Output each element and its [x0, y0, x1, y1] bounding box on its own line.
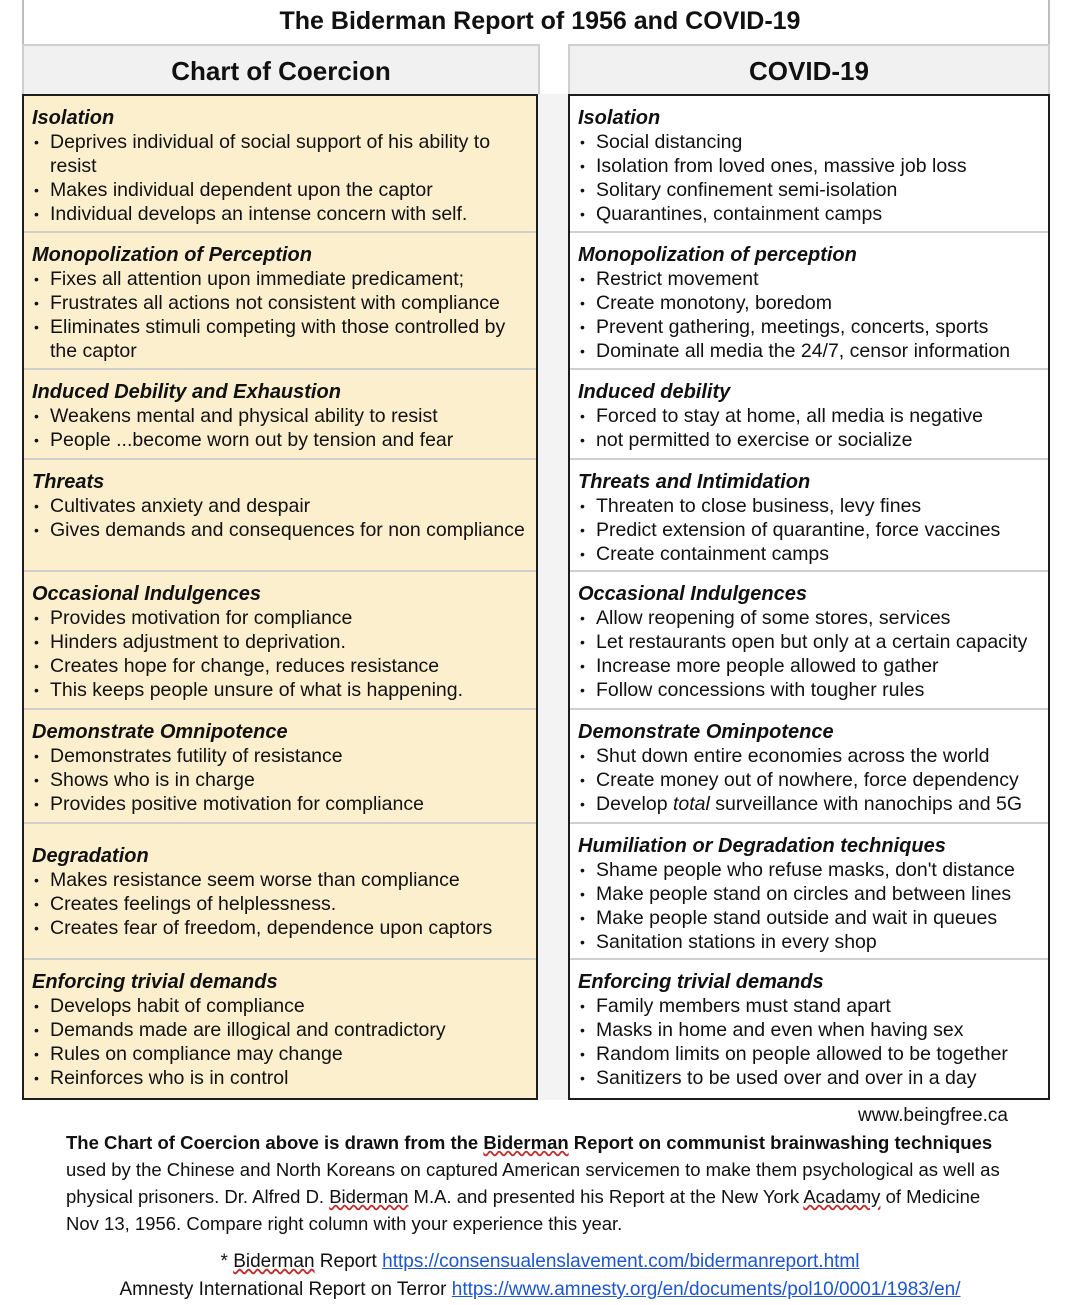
left-list-item: • Creates hope for change, reduces resistance: [32, 654, 530, 678]
footer-text-5: of Medicine Nov 13, 1956. Compare right column with your experience this year.: [66, 1186, 981, 1234]
footer-text-3: used by the Chinese and North Koreans on captured American servicemen to make them psychological as well as physical prisoners. Dr. Alfred D.: [66, 1159, 1000, 1207]
ref1-prefix: *: [220, 1251, 234, 1272]
right-list-item: • Predict extension of quarantine, force vaccines: [578, 518, 1042, 542]
right-list-item: • Allow reopening of some stores, services: [578, 606, 1042, 630]
left-section-list: [32, 130, 530, 226]
footer-text-2: Report on communist brainwashing techniques: [568, 1132, 993, 1153]
page-title: The Biderman Report of 1956 and COVID-19: [279, 7, 801, 35]
left-list-item: • Demands made are illogical and contradictory: [32, 1018, 530, 1042]
right-section-title: Occasional Indulgences: [578, 583, 807, 605]
left-list-item: • Hinders adjustment to deprivation.: [32, 630, 530, 654]
left-section-title: Degradation: [32, 845, 149, 867]
left-list-item: • People ...become worn out by tension and fear: [32, 428, 530, 452]
right-section-list: [578, 130, 1042, 226]
right-list-item: • Create monotony, boredom: [578, 291, 1042, 315]
left-section: [24, 960, 536, 1100]
right-list-item: • Social distancing: [578, 130, 1042, 154]
left-list-item: • Eliminates stimuli competing with those controlled by the captor: [32, 315, 530, 363]
right-list-item: • Develop total surveillance with nanochips and 5G: [578, 792, 1042, 816]
right-section-title: Threats and Intimidation: [578, 471, 811, 493]
right-list-item: • Shut down entire economies across the world: [578, 744, 1042, 768]
right-section-list: [578, 494, 1042, 566]
left-section-title: Isolation: [32, 107, 115, 129]
left-list-item: • Shows who is in charge: [32, 768, 530, 792]
footer-paragraph: [66, 1129, 1016, 1237]
right-list-item: • Sanitizers to be used over and over in a day: [578, 1066, 1042, 1090]
left-section-list: [32, 267, 530, 363]
emphasis-total: total: [672, 793, 710, 815]
left-list-item: • Frustrates all actions not consistent with compliance: [32, 291, 530, 315]
right-list-item: • Follow concessions with tougher rules: [578, 678, 1042, 702]
right-list-item: • Family members must stand apart: [578, 994, 1042, 1018]
biderman-report-link[interactable]: https://consensualenslavement.com/bidermanreport.html: [382, 1251, 860, 1272]
left-list-item: • Reinforces who is in control: [32, 1066, 530, 1090]
left-list-item: • Deprives individual of social support of his ability to resist: [32, 130, 530, 178]
right-list-item: • Sanitation stations in every shop: [578, 930, 1042, 954]
left-column-header: Chart of Coercion: [22, 44, 540, 96]
right-section-list: [578, 994, 1042, 1090]
right-list-item: • Prevent gathering, meetings, concerts, sports: [578, 315, 1042, 339]
left-section-list: [32, 868, 530, 940]
left-section: [24, 460, 536, 572]
right-column-header: COVID-19: [568, 44, 1050, 96]
right-list-item: • not permitted to exercise or socialize: [578, 428, 1042, 452]
right-list-item: • Dominate all media the 24/7, censor information: [578, 339, 1042, 363]
right-section: [570, 233, 1048, 370]
left-list-item: • This keeps people unsure of what is happening.: [32, 678, 530, 702]
right-list-item: • Quarantines, containment camps: [578, 202, 1042, 226]
left-section-list: [32, 744, 530, 816]
right-section-title: Induced debility: [578, 381, 731, 403]
left-section-list: [32, 606, 530, 702]
right-list-item: • Isolation from loved ones, massive job loss: [578, 154, 1042, 178]
right-section: [570, 824, 1048, 960]
right-list-item: • Make people stand on circles and between lines: [578, 882, 1042, 906]
right-section: [570, 96, 1048, 233]
left-section: [24, 233, 536, 370]
right-list-item: • Forced to stay at home, all media is negative: [578, 404, 1042, 428]
right-section: [570, 710, 1048, 824]
left-list-item: • Provides positive motivation for compliance: [32, 792, 530, 816]
right-list-item: • Restrict movement: [578, 267, 1042, 291]
right-list-item: • Shame people who refuse masks, don't distance: [578, 858, 1042, 882]
left-section-list: [32, 494, 530, 542]
right-list-item: • Solitary confinement semi-isolation: [578, 178, 1042, 202]
right-section: [570, 572, 1048, 710]
right-section: [570, 960, 1048, 1100]
right-list-item: • Create containment camps: [578, 542, 1042, 566]
left-list-item: • Provides motivation for compliance: [32, 606, 530, 630]
amnesty-reference: [0, 1277, 1080, 1303]
amnesty-report-link[interactable]: https://www.amnesty.org/en/documents/pol10/0001/1983/en/: [451, 1279, 961, 1300]
right-list-item: • Threaten to close business, levy fines: [578, 494, 1042, 518]
left-list-item: • Develops habit of compliance: [32, 994, 530, 1018]
left-section-title: Demonstrate Omnipotence: [32, 721, 288, 743]
right-section-title: Monopolization of perception: [578, 244, 857, 266]
right-list-item: • Let restaurants open but only at a certain capacity: [578, 630, 1042, 654]
left-list-item: • Fixes all attention upon immediate predicament;: [32, 267, 530, 291]
left-section-title: Threats: [32, 471, 105, 493]
footer-acadamy: Acadamy: [803, 1186, 881, 1207]
covid-19-column: [568, 94, 1050, 1100]
left-list-item: • Makes individual dependent upon the captor: [32, 178, 530, 202]
left-list-item: • Cultivates anxiety and despair: [32, 494, 530, 518]
left-section: [24, 370, 536, 460]
left-list-item: • Weakens mental and physical ability to resist: [32, 404, 530, 428]
right-section-list: [578, 744, 1042, 816]
footer-text-1: The Chart of Coercion above is drawn from the: [66, 1132, 484, 1153]
right-section-title: Humiliation or Degradation techniques: [578, 835, 946, 857]
ref1-name: Biderman: [233, 1251, 315, 1272]
footer-text-4: M.A. and presented his Report at the New York: [408, 1186, 804, 1207]
right-list-item: • Make people stand outside and wait in queues: [578, 906, 1042, 930]
right-section: [570, 460, 1048, 572]
left-list-item: • Individual develops an intense concern with self.: [32, 202, 530, 226]
biderman-reference: [0, 1249, 1080, 1275]
ref1-label: Report: [314, 1251, 383, 1272]
right-section: [570, 370, 1048, 460]
website-credit: www.beingfree.ca: [858, 1105, 1008, 1126]
left-section-list: [32, 404, 530, 452]
left-section-title: Enforcing trivial demands: [32, 971, 278, 993]
left-list-item: • Rules on compliance may change: [32, 1042, 530, 1066]
right-section-list: [578, 404, 1042, 452]
left-section-title: Occasional Indulgences: [32, 583, 261, 605]
left-section: [24, 824, 536, 960]
left-section-list: [32, 994, 530, 1090]
left-section: [24, 572, 536, 710]
column-gutter: [538, 94, 568, 1100]
right-list-item: • Create money out of nowhere, force dependency: [578, 768, 1042, 792]
left-section: [24, 710, 536, 824]
right-list-item: • Masks in home and even when having sex: [578, 1018, 1042, 1042]
ref2-label: Amnesty International Report on Terror: [119, 1279, 452, 1300]
left-list-item: • Demonstrates futility of resistance: [32, 744, 530, 768]
footer-name-biderman-2: Biderman: [329, 1186, 409, 1207]
left-list-item: • Makes resistance seem worse than compliance: [32, 868, 530, 892]
left-list-item: • Gives demands and consequences for non compliance: [32, 518, 530, 542]
right-section-title: Demonstrate Ominpotence: [578, 721, 834, 743]
right-list-item: • Random limits on people allowed to be together: [578, 1042, 1042, 1066]
right-section-list: [578, 606, 1042, 702]
left-list-item: • Creates feelings of helplessness.: [32, 892, 530, 916]
left-section: [24, 96, 536, 233]
footer-name-biderman-1: Biderman: [483, 1132, 569, 1153]
right-list-item: • Increase more people allowed to gather: [578, 654, 1042, 678]
chart-of-coercion-column: [22, 94, 538, 1100]
left-section-title: Induced Debility and Exhaustion: [32, 381, 341, 403]
right-section-title: Isolation: [578, 107, 661, 129]
left-section-title: Monopolization of Perception: [32, 244, 312, 266]
right-section-title: Enforcing trivial demands: [578, 971, 824, 993]
right-section-list: [578, 267, 1042, 363]
left-list-item: • Creates fear of freedom, dependence upon captors: [32, 916, 530, 940]
right-section-list: [578, 858, 1042, 954]
